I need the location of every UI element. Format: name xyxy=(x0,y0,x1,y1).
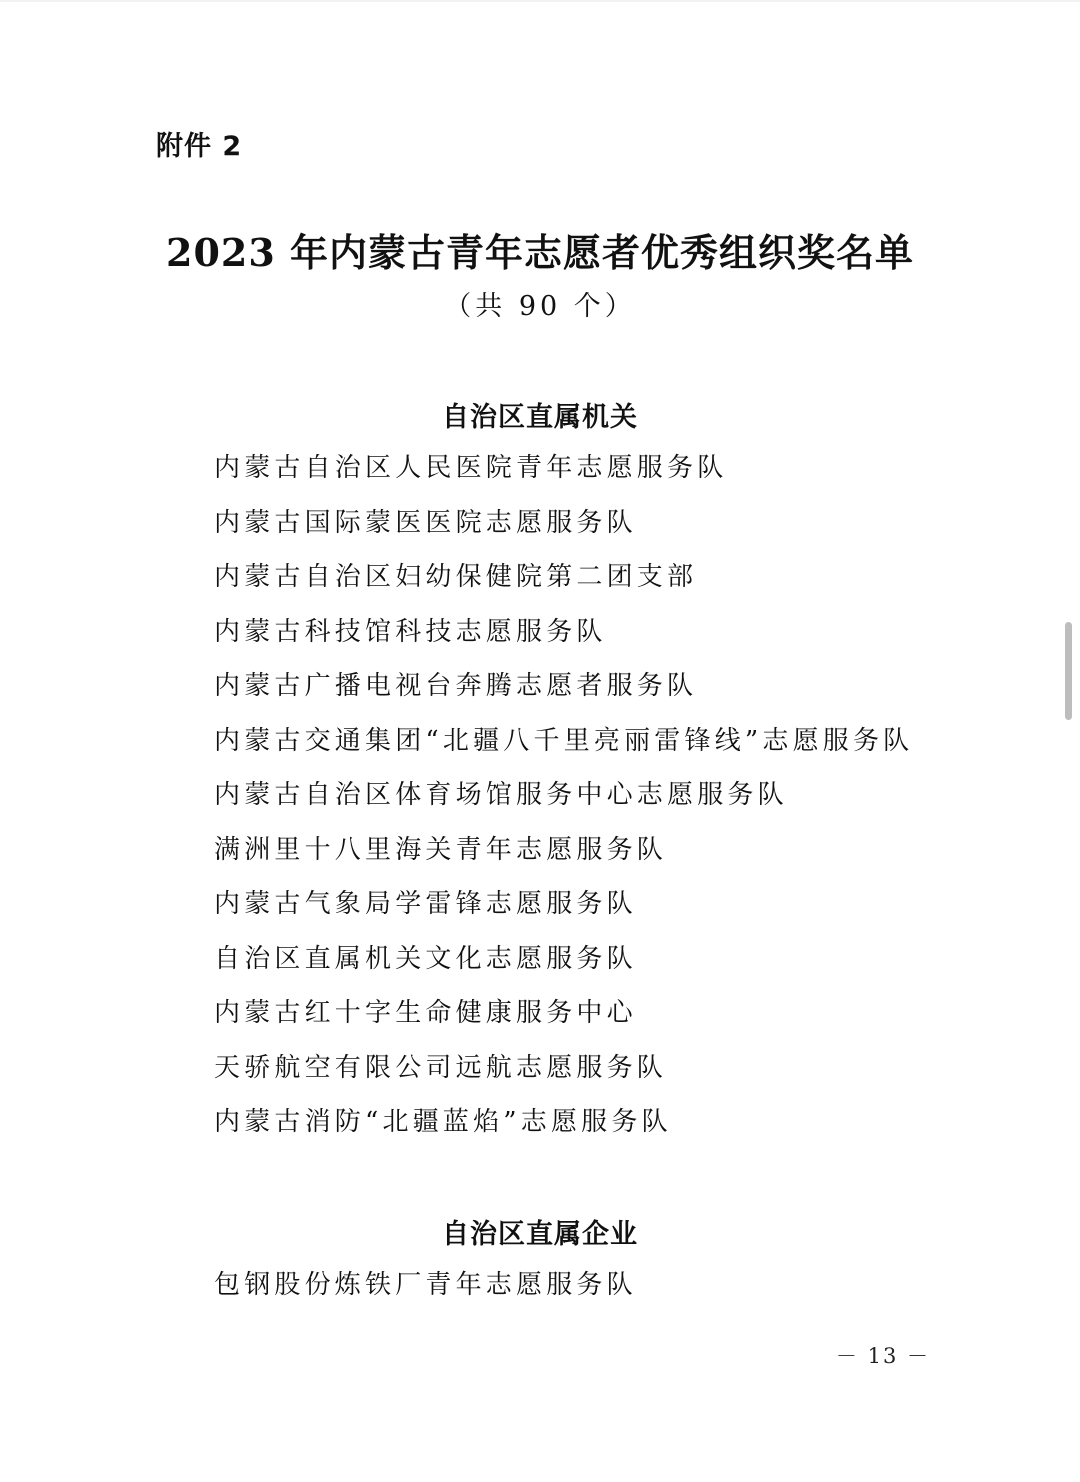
list-item: 内蒙古自治区体育场馆服务中心志愿服务队 xyxy=(214,780,788,810)
section-heading-enterprises: 自治区直属企业 xyxy=(442,1219,638,1250)
section-heading-government: 自治区直属机关 xyxy=(442,402,638,433)
list-item: 内蒙古广播电视台奔腾志愿者服务队 xyxy=(214,671,698,701)
attachment-label: 附件 2 xyxy=(156,131,243,162)
page-subtitle: （共 90 个） xyxy=(444,291,636,322)
organization-list-government xyxy=(214,448,913,1157)
list-item: 内蒙古消防“北疆蓝焰”志愿服务队 xyxy=(214,1107,672,1137)
list-item: 自治区直属机关文化志愿服务队 xyxy=(214,943,637,974)
list-item: 内蒙古气象局学雷锋志愿服务队 xyxy=(214,889,637,919)
page-number: － 13 － xyxy=(835,1344,930,1368)
page-title: 2023 年内蒙古青年志愿者优秀组织奖名单 xyxy=(166,230,914,275)
list-item: 内蒙古科技馆科技志愿服务队 xyxy=(214,616,607,647)
scrollbar-thumb[interactable] xyxy=(1065,622,1072,720)
list-item: 内蒙古自治区人民医院青年志愿服务队 xyxy=(214,453,728,483)
list-item: 天骄航空有限公司远航志愿服务队 xyxy=(214,1052,668,1083)
list-item: 内蒙古自治区妇幼保健院第二团支部 xyxy=(214,562,698,592)
organization-list-enterprises xyxy=(214,1265,637,1320)
list-item: 满洲里十八里海关青年志愿服务队 xyxy=(214,834,668,865)
list-item: 内蒙古交通集团“北疆八千里亮丽雷锋线”志愿服务队 xyxy=(214,725,914,756)
list-item: 内蒙古红十字生命健康服务中心 xyxy=(214,998,637,1028)
list-item: 内蒙古国际蒙医医院志愿服务队 xyxy=(214,507,637,538)
list-item: 包钢股份炼铁厂青年志愿服务队 xyxy=(214,1270,637,1300)
